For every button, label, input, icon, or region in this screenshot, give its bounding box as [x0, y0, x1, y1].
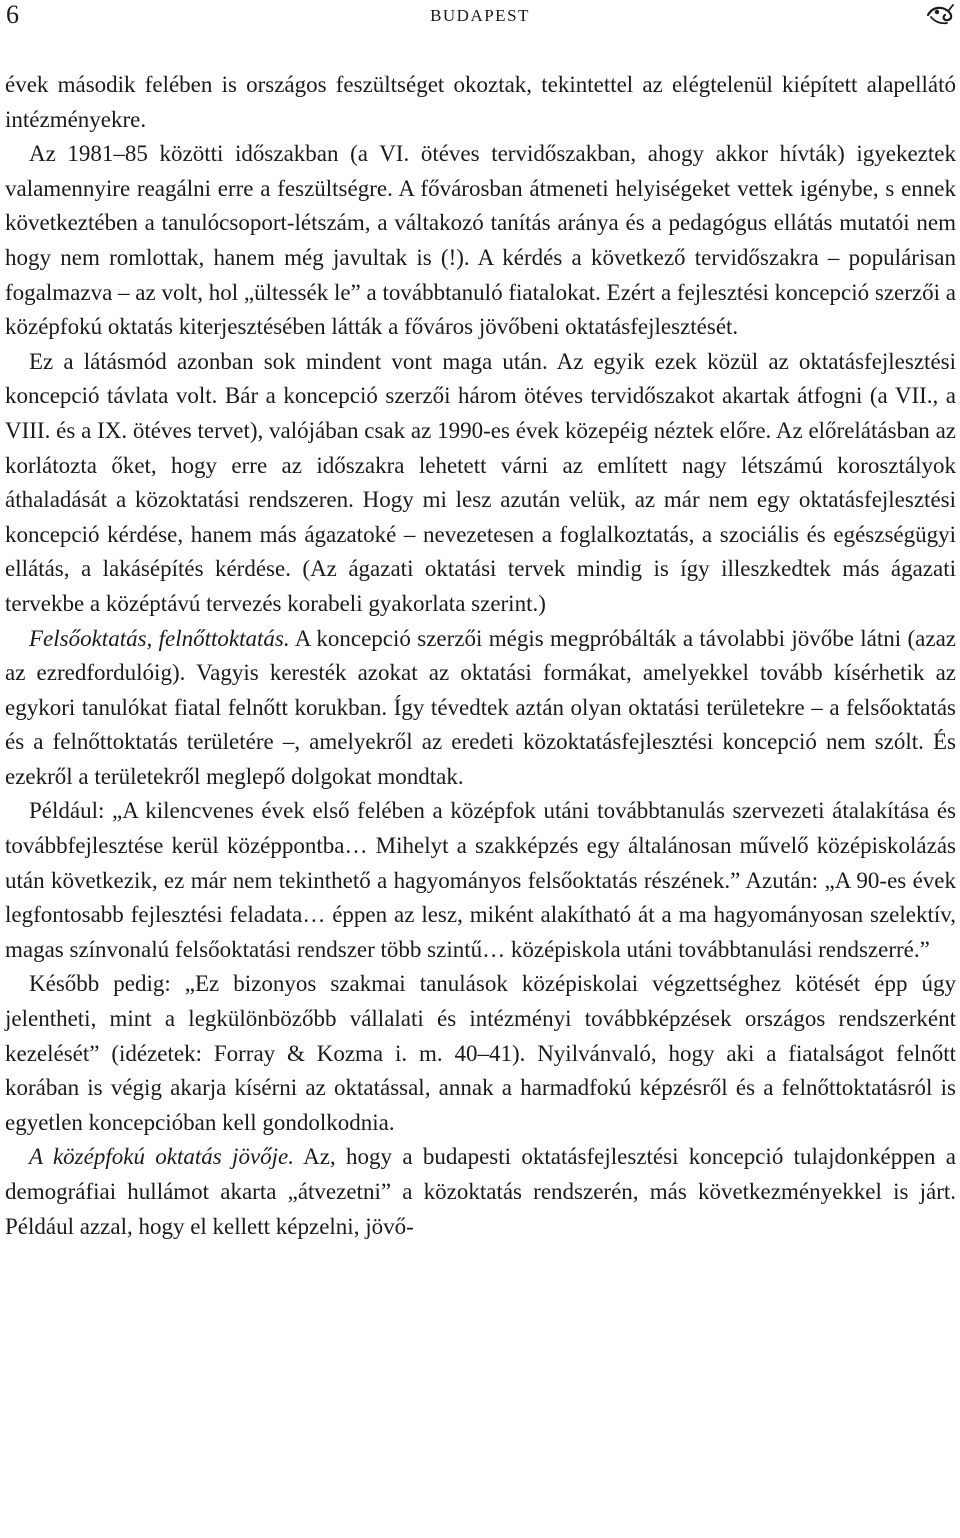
- paragraph: [5, 622, 956, 795]
- paragraph-lead-heading: A középfokú oktatás jövője.: [29, 1144, 295, 1170]
- paragraph-text: A koncepció szerzői mégis megpróbálták a távolabbi jövőbe látni (azaz az ezredfordulóig). Vagyis keresték azokat az oktatási formákat, amelyekkel tovább kísérhetik az egykori tanulókat fiatal felnőtt korukban. Így tévedtek aztán olyan oktatási területekre – a felsőoktatás és a felnőttoktatás területére –, amelyekről az eredeti közoktatásfejlesztési koncepció nem szólt. És ezekről a területekről meglepő dolgokat mondtak.: [5, 625, 957, 789]
- flourish-ornament-icon: [925, 2, 955, 28]
- paragraph-text: Később pedig: „Ez bizonyos szakmai tanulások középiskolai végzettséghez kötését épp úgy jelentheti, mint a legkülönbözőbb vállalati és intézményi továbbképzések országos rendszerként kezelését” (idézetek: Forray & Kozma i. m. 40–41). Nyilvánvaló, hogy aki a fiatalságot felnőtt korában is végig akarja kísérni az oktatással, annak a harmadfokú képzésről és a felnőttoktatásról is egyetlen koncepcióban kell gondolkodnia.: [5, 971, 956, 1135]
- page-number: 6: [6, 0, 19, 29]
- paragraph-text: Például: „A kilencvenes évek első felében a középfok utáni továbbtanulás szervezeti átalakítása és továbbfejlesztése kerül középpontba… Mihelyt a szakképzés egy általánosan művelő középiskolázás után következik, ez már nem tekinthető a hagyományos felsőoktatás részének.” Azután: „A 90-es évek legfontosabb fejlesztési feladata… éppen az lesz, miként alakítható át a ma hagyományosan szelektív, magas színvonalú felsőoktatási rendszer több szintű… középiskola utáni továbbtanulási rendszerré.”: [5, 798, 956, 962]
- body-text: [5, 68, 956, 1244]
- paragraph: [5, 345, 956, 622]
- paragraph-text: Az, hogy a budapesti oktatásfejlesztési koncepció tulajdonképpen a demográfiai hullámot akarta „átvezetni” a közoktatás rendszerén, más következményekkel is járt. Például azzal, hogy el kellett képzelni, jövő-: [5, 1144, 956, 1239]
- paragraph: [5, 967, 956, 1140]
- page-header: [0, 0, 960, 40]
- paragraph-text: évek második felében is országos feszültséget okoztak, tekintettel az elégtelenül kiépített alapellátó intézményekre.: [5, 72, 956, 132]
- paragraph-text: Az 1981–85 közötti időszakban (a VI. ötéves tervidőszakban, ahogy akkor hívták) igyekeztek valamennyire reagálni erre a feszültségre. A fővárosban átmeneti helyiségeket vettek igénybe, s ennek következtében a tanulócsoport-létszám, a váltakozó tanítás aránya és a pedagógus ellátás mutatói nem hogy nem romlottak, hanem még javultak is (!). A kérdés a következő tervidőszakra – populárisan fogalmazva – az volt, hol „ültessék le” a továbbtanuló fiatalokat. Ezért a fejlesztési koncepció szerzői a középfokú oktatás kiterjesztésében látták a főváros jövőbeni oktatásfejlesztését.: [5, 141, 956, 340]
- running-head: BUDAPEST: [430, 6, 530, 25]
- paragraph: [5, 794, 956, 967]
- paragraph: [5, 137, 956, 345]
- paragraph: [5, 68, 956, 137]
- paragraph: [5, 1140, 956, 1244]
- paragraph-text: Ez a látásmód azonban sok mindent vont maga után. Az egyik ezek közül az oktatásfejlesztési koncepció távlata volt. Bár a koncepció szerzői három ötéves tervidőszakot akartak átfogni (a VII., a VIII. és a IX. ötéves tervet), valójában csak az 1990-es évek közepéig néztek előre. Az előrelátásban az korlátozta őket, hogy erre az időszakra lehetett várni az említett nagy létszámú korosztályok áthaladását a közoktatási rendszeren. Hogy mi lesz azután velük, az már nem egy oktatásfejlesztési koncepció kérdése, hanem más ágazatoké – nevezetesen a foglalkoztatás, a szociális és egészségügyi ellátás, a lakásépítés kérdése. (Az ágazati oktatási tervek mindig is így illeszkedtek más ágazati tervekbe a középtávú tervezés korabeli gyakorlata szerint.): [5, 348, 956, 616]
- paragraph-lead-heading: Felsőoktatás, felnőttoktatás.: [29, 625, 290, 651]
